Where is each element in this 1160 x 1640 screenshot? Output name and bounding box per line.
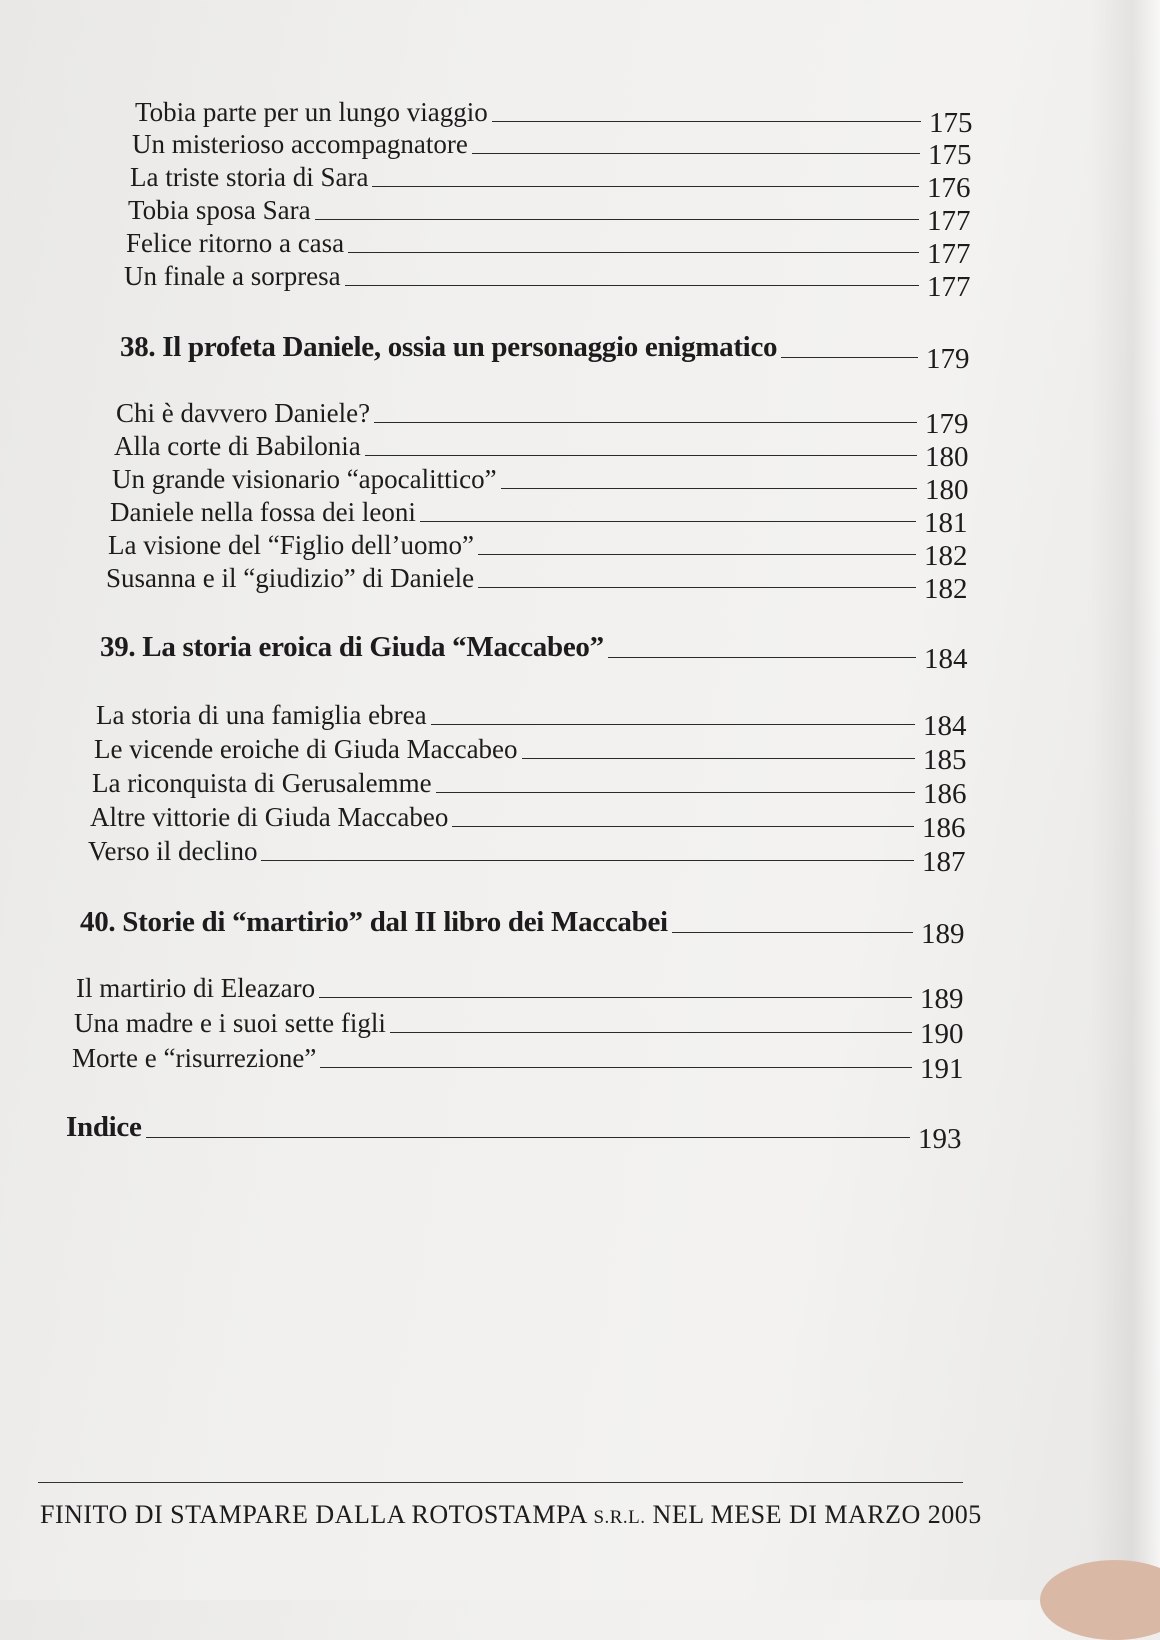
toc-entry — [106, 560, 980, 605]
dot-leader — [472, 153, 920, 154]
dot-leader — [436, 792, 915, 793]
toc-entry — [94, 731, 979, 776]
toc-entry-page: 176 — [927, 172, 971, 204]
toc-entry-title: Altre vittorie di Giuda Maccabeo — [90, 802, 449, 832]
toc-entry-title: La triste storia di Sara — [130, 162, 369, 192]
toc-entry — [92, 765, 979, 810]
toc-entry-title: Una madre e i suoi sette figli — [74, 1008, 386, 1038]
toc-entry-page: 182 — [924, 573, 968, 605]
toc-entry-title: La visione del “Figlio dell’uomo” — [108, 530, 474, 560]
toc-entry-title: Un grande visionario “apocalittico” — [112, 464, 497, 494]
toc-entry — [90, 799, 978, 844]
chapter-page: 179 — [926, 343, 970, 375]
chapter-page: 189 — [921, 918, 965, 950]
toc-entry-page: 179 — [925, 408, 969, 440]
toc-entry — [88, 833, 978, 878]
toc-entry — [124, 258, 983, 303]
dot-leader — [320, 1067, 912, 1068]
colophon-tail: NEL MESE DI MARZO 2005 — [652, 1500, 982, 1529]
dot-leader — [478, 587, 916, 588]
colophon-suffix: S.R.L. — [593, 1507, 646, 1528]
toc-entry-page: 182 — [924, 540, 968, 572]
toc-entry-title: Tobia sposa Sara — [128, 195, 311, 225]
toc-entry-page: 177 — [927, 205, 971, 237]
dot-leader — [522, 758, 915, 759]
toc-entry — [130, 159, 983, 204]
index-heading — [66, 1110, 974, 1155]
toc-entry — [128, 192, 983, 237]
dot-leader — [315, 219, 919, 220]
dot-leader — [492, 121, 921, 122]
toc-entry-page: 186 — [923, 778, 967, 810]
toc-entry-page: 191 — [920, 1053, 964, 1085]
index-page: 193 — [918, 1123, 962, 1155]
toc-entry-page: 180 — [925, 441, 969, 473]
dot-leader — [608, 657, 916, 658]
dot-leader — [781, 357, 918, 358]
dot-leader — [345, 285, 919, 286]
toc-entry-title: Tobia parte per un lungo viaggio — [135, 97, 488, 127]
toc-entry — [72, 1040, 976, 1085]
dot-leader — [501, 488, 917, 489]
colophon-main: FINITO DI STAMPARE DALLA ROTOSTAMPA — [40, 1500, 587, 1529]
chapter-title: 40. Storie di “martirio” dal II libro dei Maccabei — [80, 906, 668, 938]
dot-leader — [365, 455, 917, 456]
toc-entry-page: 187 — [922, 846, 966, 878]
toc-entry-page: 186 — [922, 812, 966, 844]
toc-entry — [112, 461, 981, 506]
toc-entry-page: 189 — [920, 983, 964, 1015]
toc-entry-page: 175 — [929, 107, 973, 139]
toc-entry-title: Daniele nella fossa dei leoni — [110, 497, 416, 527]
dot-leader — [374, 422, 917, 423]
dot-leader — [372, 186, 919, 187]
colophon-rule — [38, 1482, 963, 1483]
chapter-page: 184 — [924, 643, 968, 675]
toc-entry-title: Alla corte di Babilonia — [114, 431, 361, 461]
chapter-title: 38. Il profeta Daniele, ossia un personaggio enigmatico — [120, 331, 778, 363]
chapter-heading — [100, 630, 980, 675]
colophon — [40, 1500, 982, 1530]
dot-leader — [319, 997, 912, 998]
toc-entry-title: Un misterioso accompagnatore — [132, 129, 468, 159]
toc-entry-page: 185 — [923, 744, 967, 776]
dot-leader — [348, 252, 919, 253]
toc-entry-page: 177 — [927, 271, 971, 303]
finger-edge — [1040, 1560, 1160, 1640]
toc-entry-title: Un finale a sorpresa — [124, 261, 341, 291]
toc-entry-title: Verso il declino — [88, 836, 258, 866]
dot-leader — [478, 554, 916, 555]
toc-entry-page: 175 — [928, 139, 972, 171]
chapter-title: 39. La storia eroica di Giuda “Maccabeo” — [100, 631, 604, 663]
toc-entry — [96, 697, 979, 742]
toc-entry-page: 180 — [925, 474, 969, 506]
toc-entry — [135, 94, 985, 139]
toc-entry — [116, 395, 981, 440]
page-edge-shadow — [1090, 0, 1160, 1600]
chapter-heading — [80, 905, 977, 950]
dot-leader — [390, 1032, 912, 1033]
dot-leader — [420, 521, 916, 522]
dot-leader — [431, 724, 915, 725]
dot-leader — [672, 932, 913, 933]
toc-entry-title: Il martirio di Eleazaro — [76, 973, 316, 1003]
toc-entry-title: Chi è davvero Daniele? — [116, 398, 371, 428]
toc-entry — [126, 225, 983, 270]
dot-leader — [452, 826, 914, 827]
toc-entry-page: 181 — [924, 507, 968, 539]
toc-entry-title: Le vicende eroiche di Giuda Maccabeo — [94, 734, 518, 764]
toc-entry-title: La riconquista di Gerusalemme — [92, 768, 432, 798]
toc-entry-page: 190 — [920, 1018, 964, 1050]
toc-entry — [114, 428, 981, 473]
toc-entry-page: 177 — [927, 238, 971, 270]
toc-entry-page: 184 — [923, 710, 967, 742]
toc-entry — [110, 494, 980, 539]
toc-entry — [132, 126, 984, 171]
toc-entry-title: Morte e “risurrezione” — [72, 1043, 317, 1073]
toc-entry — [108, 527, 980, 572]
chapter-heading — [120, 330, 982, 375]
toc-entry-title: La storia di una famiglia ebrea — [96, 700, 427, 730]
index-title: Indice — [66, 1111, 142, 1143]
dot-leader — [146, 1137, 910, 1138]
toc-entry-title: Felice ritorno a casa — [126, 228, 345, 258]
toc-entry — [74, 1005, 976, 1050]
toc-entry — [76, 970, 976, 1015]
toc-entry-title: Susanna e il “giudizio” di Daniele — [106, 563, 475, 593]
dot-leader — [261, 860, 914, 861]
